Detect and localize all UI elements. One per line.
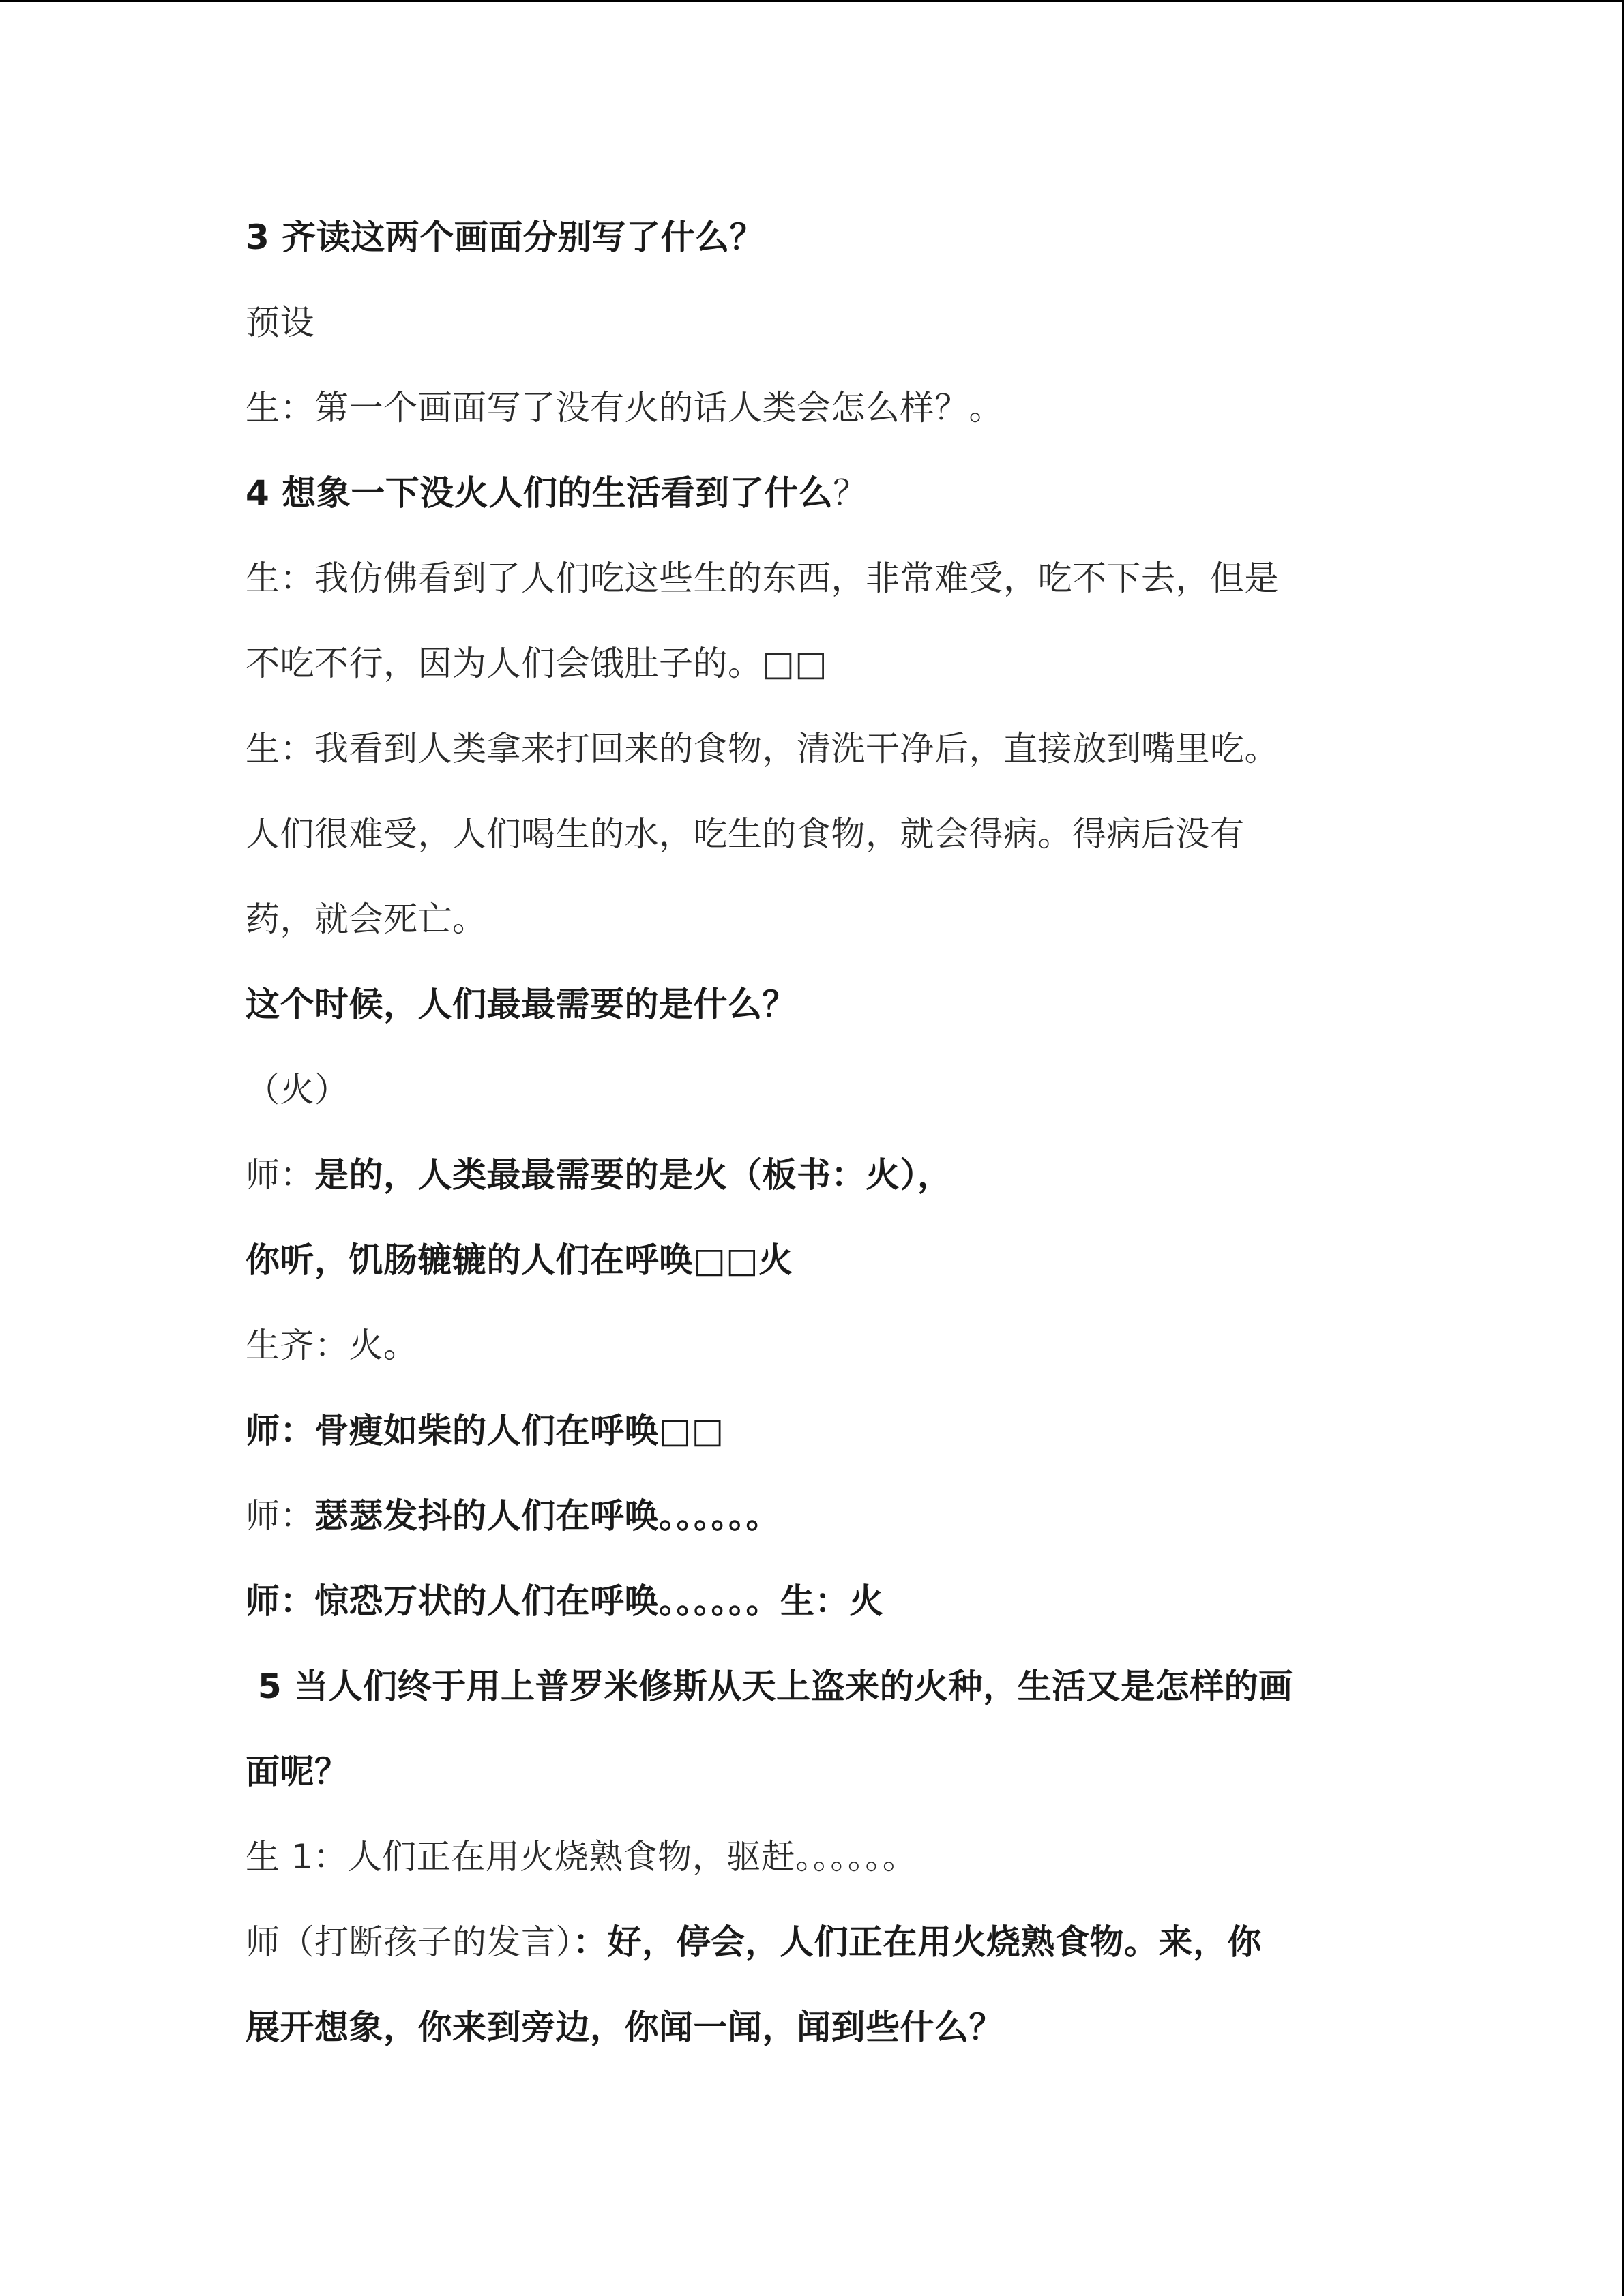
text-run: 你听，饥肠辘辘的人们在呼唤□□火 bbox=[246, 1240, 793, 1280]
text-line bbox=[246, 643, 827, 684]
text-run: 师：惊恐万状的人们在呼唤。。。。。。生：火 bbox=[246, 1581, 884, 1621]
text-line bbox=[246, 814, 1245, 854]
text-line bbox=[246, 2007, 1003, 2048]
text-run: 是的，人类最最需要的是火（板书：火）， bbox=[314, 1155, 952, 1195]
text-run: （火） bbox=[246, 1070, 349, 1109]
text-run: 3 齐读这两个画面分别写了什么？ bbox=[246, 218, 765, 257]
page-border-top bbox=[0, 0, 1624, 2]
text-line bbox=[246, 473, 868, 513]
text-run: 师：骨瘦如柴的人们在呼唤□□ bbox=[246, 1411, 724, 1450]
text-run: 生齐：火。 bbox=[246, 1326, 418, 1365]
text-run: 5 当人们终于用上普罗米修斯从天上盗来的火种，生活又是怎样的画 bbox=[246, 1667, 1293, 1706]
text-line bbox=[246, 217, 764, 258]
text-line bbox=[246, 984, 797, 1025]
text-line bbox=[246, 1325, 418, 1366]
text-line bbox=[246, 1495, 780, 1536]
text-line bbox=[246, 558, 1279, 599]
text-line bbox=[246, 1581, 884, 1622]
text-line bbox=[246, 1751, 349, 1792]
text-run: 4 想象一下没火人们的生活看到了什么 bbox=[246, 473, 833, 513]
text-line bbox=[246, 1154, 952, 1195]
text-run: 药，就会死亡。 bbox=[246, 899, 487, 939]
text-run: 生 1：人们正在用火烧熟食物，驱赶。。。。。。 bbox=[246, 1837, 917, 1877]
text-run: 生：第一个画面写了没有火的话人类会怎么样？。 bbox=[246, 388, 1003, 428]
text-line bbox=[246, 728, 1279, 769]
text-line bbox=[246, 1922, 1262, 1963]
text-line bbox=[246, 387, 1003, 428]
text-run: 这个时候，人们最最需要的是什么？ bbox=[246, 985, 797, 1024]
text-run: 瑟瑟发抖的人们在呼唤。。。。。。 bbox=[314, 1496, 780, 1536]
text-line bbox=[246, 1240, 793, 1281]
text-run: ？ bbox=[833, 473, 868, 513]
text-line bbox=[246, 899, 487, 940]
text-line bbox=[246, 1666, 1293, 1707]
text-line bbox=[246, 302, 314, 343]
text-line bbox=[246, 1410, 724, 1451]
text-run: ：好，停会，人们正在用火烧熟食物。来，你 bbox=[573, 1922, 1262, 1962]
text-run: 预设 bbox=[246, 303, 314, 342]
text-run: 人们很难受，人们喝生的水，吃生的食物，就会得病。得病后没有 bbox=[246, 814, 1245, 854]
text-run: 不吃不行，因为人们会饿肚子的。□□ bbox=[246, 644, 827, 683]
text-line bbox=[246, 1069, 349, 1110]
text-run: 师（打断孩子的发言） bbox=[246, 1922, 573, 1962]
text-run: 面呢？ bbox=[246, 1752, 349, 1791]
text-run: 师： bbox=[246, 1496, 314, 1536]
text-line bbox=[246, 1836, 917, 1877]
text-run: 师： bbox=[246, 1155, 314, 1195]
text-run: 生：我仿佛看到了人们吃这些生的东西，非常难受，吃不下去，但是 bbox=[246, 558, 1279, 598]
text-run: 生：我看到人类拿来打回来的食物，清洗干净后，直接放到嘴里吃。 bbox=[246, 729, 1279, 769]
text-run: 展开想象，你来到旁边，你闻一闻，闻到些什么？ bbox=[246, 2008, 1003, 2047]
